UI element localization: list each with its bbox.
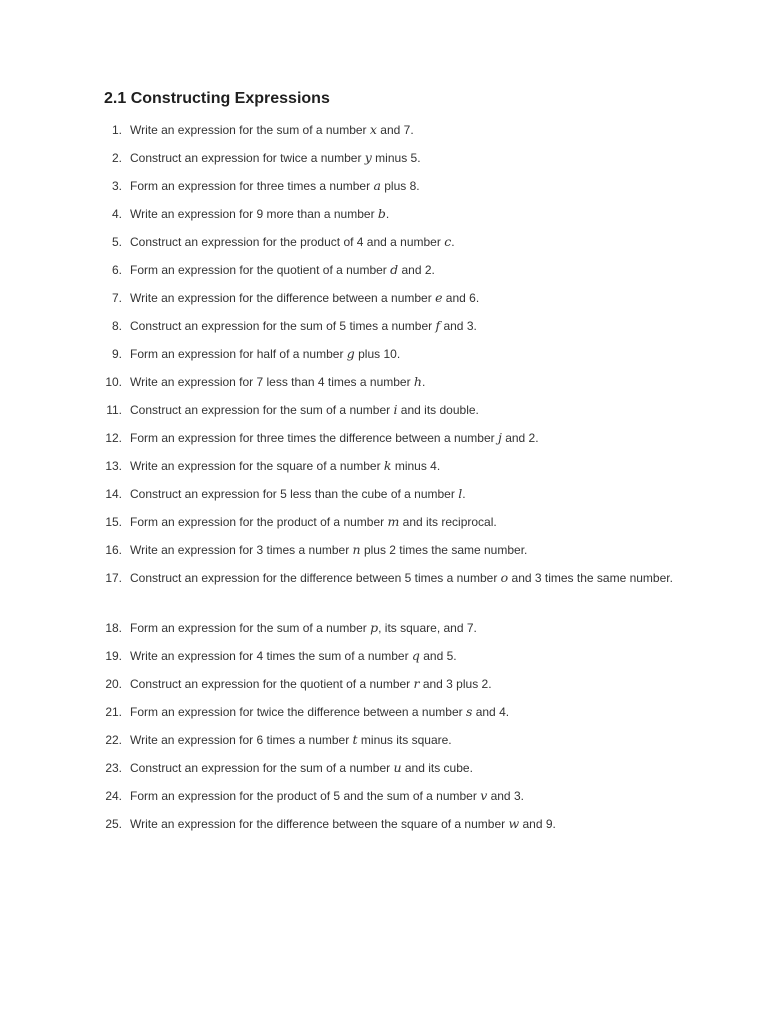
problem-variable: v	[480, 788, 488, 803]
problem-text	[130, 784, 685, 808]
problem-text	[130, 567, 685, 589]
problem-text-before-variable: Construct an expression for 5 less than the cube of a number	[130, 487, 459, 501]
problem-text	[130, 174, 685, 198]
problem-variable: y	[364, 150, 372, 165]
problem-number: 9.	[111, 347, 122, 361]
problem-text-before-variable: Form an expression for three times a number	[130, 179, 374, 193]
problem-variable: q	[411, 648, 420, 663]
problem-item	[0, 482, 768, 510]
problem-variable: f	[435, 318, 441, 333]
problem-number: 16.	[105, 543, 122, 557]
problem-variable: e	[435, 290, 443, 305]
problem-number: 11.	[106, 403, 122, 417]
problem-item	[0, 342, 768, 370]
problem-item	[0, 728, 768, 756]
problem-text-before-variable: Construct an expression for the sum of 5 times a number	[130, 319, 436, 333]
section-heading: 2.1 Constructing Expressions	[104, 90, 330, 107]
problem-text	[130, 616, 685, 640]
problem-text-after-variable: and 3.	[440, 319, 477, 333]
problem-number: 10.	[105, 375, 122, 389]
problem-text-after-variable: and 3 times the same number.	[508, 571, 673, 585]
problem-text	[130, 230, 685, 254]
problem-item	[0, 230, 768, 258]
problem-variable: b	[377, 206, 386, 221]
problem-text-after-variable: and 2.	[501, 431, 539, 445]
problem-text-after-variable: and 6.	[442, 291, 480, 305]
problem-text-before-variable: Construct an expression for twice a number	[130, 151, 365, 165]
problem-text	[130, 454, 685, 478]
problem-text-after-variable: and 2.	[398, 263, 435, 277]
problem-text-before-variable: Write an expression for 7 less than 4 times a number	[130, 375, 414, 389]
problem-text	[130, 700, 685, 724]
problem-number: 20.	[105, 677, 122, 691]
problem-text	[130, 146, 685, 170]
problem-text-before-variable: Form an expression for the sum of a number	[130, 621, 371, 635]
problem-text-after-variable: and 7.	[376, 123, 414, 137]
problem-item	[0, 538, 768, 566]
problem-number: 13.	[105, 459, 122, 473]
problem-number: 21.	[105, 705, 122, 719]
problem-text-after-variable: and 3.	[487, 789, 524, 803]
problem-item	[0, 566, 768, 616]
problem-text-after-variable: plus 10.	[354, 347, 401, 361]
problem-text	[130, 672, 685, 696]
problem-text-after-variable: and its cube.	[401, 761, 473, 775]
problem-number: 15.	[105, 515, 122, 529]
problem-variable: c	[444, 234, 452, 249]
problem-variable: t	[352, 732, 358, 747]
problem-variable: a	[373, 178, 381, 193]
problem-number: 8.	[111, 319, 122, 333]
problem-text	[130, 756, 685, 780]
problem-variable: w	[508, 816, 520, 831]
problem-item	[0, 672, 768, 700]
problem-text-before-variable: Form an expression for the product of 5 and the sum of a number	[130, 789, 481, 803]
problem-text	[130, 538, 685, 562]
problem-variable: k	[383, 458, 392, 473]
problem-text	[130, 510, 685, 534]
problem-text	[130, 258, 685, 282]
problem-text-after-variable: and 3 plus 2.	[419, 677, 492, 691]
problem-text	[130, 482, 685, 506]
problem-text	[130, 728, 685, 752]
problem-item	[0, 202, 768, 230]
problem-number: 2.	[111, 151, 122, 165]
problem-text-after-variable: plus 8.	[380, 179, 420, 193]
problem-variable: d	[390, 262, 399, 277]
problem-text-after-variable: minus its square.	[357, 733, 452, 747]
problem-text-before-variable: Construct an expression for the difference between 5 times a number	[130, 571, 501, 585]
problem-text	[130, 286, 685, 310]
problem-number: 22.	[105, 733, 122, 747]
problem-number: 24.	[105, 789, 122, 803]
problem-text	[130, 342, 685, 366]
problem-variable: o	[500, 570, 509, 585]
problem-text-before-variable: Write an expression for 3 times a number	[130, 543, 353, 557]
problem-text-after-variable: and 9.	[519, 817, 556, 831]
problem-text-before-variable: Write an expression for 9 more than a number	[130, 207, 378, 221]
problem-text-before-variable: Construct an expression for the sum of a number	[130, 403, 394, 417]
problem-text-after-variable: and 4.	[472, 705, 510, 719]
problem-item	[0, 454, 768, 482]
problem-text-after-variable: .	[421, 375, 426, 389]
problem-text-after-variable: plus 2 times the same number.	[360, 543, 528, 557]
problem-variable: m	[387, 514, 400, 529]
problem-number: 23.	[105, 761, 122, 775]
problem-number: 1.	[111, 123, 122, 137]
problem-number: 5.	[111, 235, 122, 249]
problem-item	[0, 146, 768, 174]
problem-text	[130, 426, 685, 450]
problem-text-before-variable: Write an expression for the sum of a number	[130, 123, 370, 137]
problem-item	[0, 644, 768, 672]
problem-text-after-variable: and its reciprocal.	[399, 515, 497, 529]
problem-variable: i	[393, 402, 398, 417]
problem-text	[130, 202, 685, 226]
problem-number: 12.	[105, 431, 122, 445]
problem-text	[130, 812, 685, 836]
problem-list	[0, 118, 768, 840]
problem-number: 6.	[111, 263, 122, 277]
problem-item	[0, 370, 768, 398]
problem-text-before-variable: Write an expression for the difference between a number	[130, 291, 436, 305]
problem-text-after-variable: minus 5.	[371, 151, 421, 165]
problem-text	[130, 314, 685, 338]
problem-item	[0, 286, 768, 314]
problem-variable: x	[369, 122, 377, 137]
problem-text-before-variable: Write an expression for the square of a number	[130, 459, 384, 473]
problem-text-before-variable: Construct an expression for the quotient of a number	[130, 677, 414, 691]
problem-variable: r	[413, 676, 420, 691]
problem-variable: s	[465, 704, 473, 719]
problem-text-after-variable: minus 4.	[391, 459, 441, 473]
problem-item	[0, 398, 768, 426]
problem-item	[0, 314, 768, 342]
problem-item	[0, 118, 768, 146]
problem-text-after-variable: and its double.	[397, 403, 479, 417]
problem-item	[0, 756, 768, 784]
problem-text	[130, 370, 685, 394]
problem-item	[0, 784, 768, 812]
problem-text-before-variable: Write an expression for the difference between the square of a number	[130, 817, 509, 831]
problem-text-after-variable: , its square, and 7.	[378, 621, 477, 635]
problem-item	[0, 616, 768, 644]
problem-number: 4.	[111, 207, 122, 221]
problem-number: 18.	[105, 621, 122, 635]
problem-text-before-variable: Construct an expression for the sum of a number	[130, 761, 394, 775]
problem-text	[130, 644, 685, 668]
problem-text-before-variable: Form an expression for three times the difference between a number	[130, 431, 498, 445]
problem-number: 7.	[111, 291, 122, 305]
problem-text-before-variable: Form an expression for the product of a number	[130, 515, 388, 529]
problem-variable: j	[497, 430, 502, 445]
problem-variable: h	[413, 374, 422, 389]
problem-item	[0, 812, 768, 840]
problem-text	[130, 398, 685, 422]
problem-item	[0, 174, 768, 202]
problem-text-before-variable: Construct an expression for the product of 4 and a number	[130, 235, 445, 249]
problem-item	[0, 700, 768, 728]
problem-variable: u	[393, 760, 402, 775]
problem-text-after-variable: .	[451, 235, 455, 249]
problem-number: 19.	[105, 649, 122, 663]
problem-item	[0, 258, 768, 286]
problem-text-before-variable: Write an expression for 4 times the sum of a number	[130, 649, 412, 663]
problem-variable: n	[352, 542, 361, 557]
problem-text-after-variable: .	[462, 487, 466, 501]
problem-number: 3.	[111, 179, 122, 193]
problem-text-after-variable: and 5.	[419, 649, 457, 663]
problem-variable: g	[346, 346, 355, 361]
problem-text-before-variable: Form an expression for half of a number	[130, 347, 347, 361]
problem-number: 25.	[105, 817, 122, 831]
problem-text-before-variable: Form an expression for twice the difference between a number	[130, 705, 466, 719]
problem-variable: p	[370, 620, 379, 635]
problem-variable: l	[458, 486, 463, 501]
problem-text-before-variable: Write an expression for 6 times a number	[130, 733, 353, 747]
problem-text	[130, 118, 685, 142]
problem-item	[0, 510, 768, 538]
problem-text-before-variable: Form an expression for the quotient of a number	[130, 263, 391, 277]
problem-number: 14.	[105, 487, 122, 501]
problem-item	[0, 426, 768, 454]
problem-text-after-variable: .	[385, 207, 390, 221]
problem-number: 17.	[105, 571, 122, 585]
